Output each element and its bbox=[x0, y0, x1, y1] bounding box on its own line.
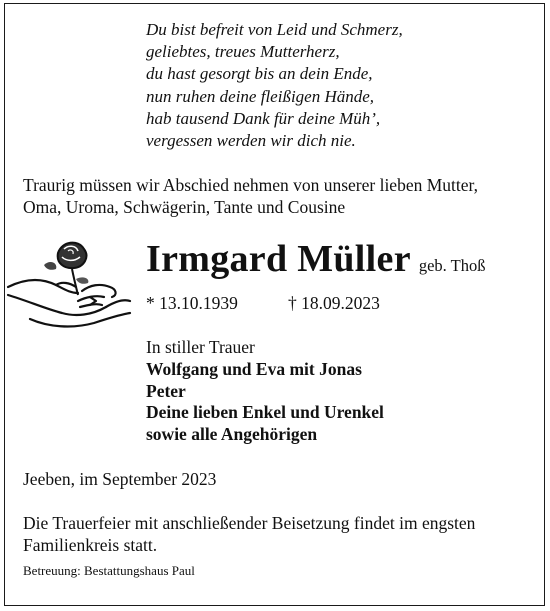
service-line: Die Trauerfeier mit anschließender Beisetzung findet im engsten bbox=[23, 513, 476, 533]
hands-holding-rose-icon bbox=[6, 235, 134, 335]
deceased-name-line bbox=[146, 237, 485, 281]
service-info bbox=[23, 512, 475, 556]
poem bbox=[146, 19, 403, 152]
mourners-block bbox=[146, 337, 384, 446]
intro-text bbox=[23, 175, 478, 218]
intro-line: Traurig müssen wir Abschied nehmen von unserer lieben Mutter, bbox=[23, 175, 479, 195]
birth-name: geb. Thoß bbox=[418, 256, 486, 275]
mourner-line: Wolfgang und Eva mit Jonas bbox=[146, 358, 362, 379]
poem-line: nun ruhen deine fleißigen Hände, bbox=[146, 86, 375, 106]
poem-line: hab tausend Dank für deine Müh’, bbox=[146, 108, 381, 128]
place-date: Jeeben, im September 2023 bbox=[23, 469, 217, 489]
deceased-name: Irmgard Müller bbox=[146, 238, 411, 280]
mourners-intro: In stiller Trauer bbox=[146, 337, 255, 357]
poem-line: vergessen werden wir dich nie. bbox=[146, 131, 356, 151]
service-line: Familienkreis statt. bbox=[23, 535, 158, 555]
death-date: † 18.09.2023 bbox=[288, 293, 380, 313]
funeral-home-credit: Betreuung: Bestattungshaus Paul bbox=[23, 563, 195, 578]
mourner-line: sowie alle Angehörigen bbox=[146, 424, 318, 445]
poem-line: geliebtes, treues Mutterherz, bbox=[146, 42, 340, 62]
birth-date: * 13.10.1939 bbox=[146, 293, 238, 313]
mourner-line: Peter bbox=[146, 380, 186, 401]
poem-line: Du bist befreit von Leid und Schmerz, bbox=[146, 20, 403, 39]
mourner-line: Deine lieben Enkel und Urenkel bbox=[146, 402, 384, 423]
intro-line: Oma, Uroma, Schwägerin, Tante und Cousine bbox=[23, 196, 346, 217]
poem-line: du hast gesorgt bis an dein Ende, bbox=[146, 64, 373, 84]
